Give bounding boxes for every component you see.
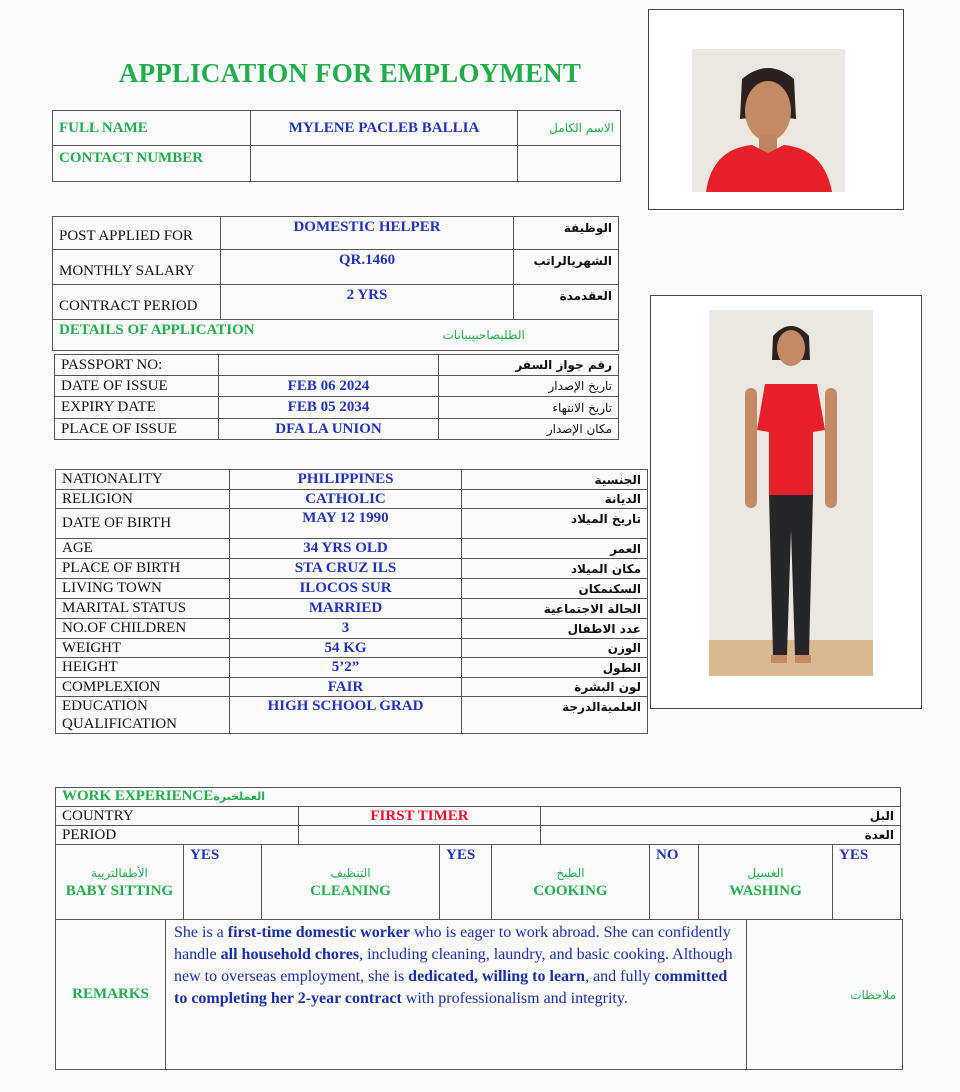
dob-arabic: تاريخ الميلاد	[462, 509, 648, 539]
salary-arabic: الشهريالراتب	[514, 250, 619, 285]
issue-date-arabic: تاريخ الإصدار	[439, 376, 619, 397]
religion-arabic: الديانة	[462, 490, 648, 509]
place-of-issue-arabic: مكان الإصدار	[439, 419, 619, 440]
children-value: 3	[230, 619, 462, 639]
weight-label: WEIGHT	[56, 639, 230, 658]
contract-value: 2 YRS	[221, 285, 514, 320]
place-of-birth-label: PLACE OF BIRTH	[56, 559, 230, 579]
height-value: 5’2”	[230, 658, 462, 678]
work-experience-table	[55, 787, 901, 845]
expiry-date-arabic: تاريخ الانتهاء	[439, 397, 619, 419]
skill-washing: الغسيل WASHING	[699, 845, 833, 920]
skill-cooking-answer: NO	[650, 845, 699, 920]
full-body-photo-image	[709, 310, 873, 676]
weight-value: 54 KG	[230, 639, 462, 658]
height-arabic: الطول	[462, 658, 648, 678]
post-table	[52, 216, 619, 320]
full-name-label: FULL NAME	[53, 111, 251, 146]
country-label: COUNTRY	[56, 807, 299, 826]
contract-label: CONTRACT PERIOD	[53, 285, 221, 320]
details-header	[52, 319, 619, 351]
details-label: DETAILS OF APPLICATION	[53, 320, 383, 351]
remarks-label: REMARKS	[56, 920, 166, 1070]
marital-status-label: MARITAL STATUS	[56, 599, 230, 619]
expiry-date-value: FEB 05 2034	[219, 397, 439, 419]
height-label: HEIGHT	[56, 658, 230, 678]
full-name-value: MYLENE PACLEB BALLIA	[251, 111, 518, 146]
nationality-arabic: الجنسية	[462, 470, 648, 490]
details-arabic: الطلبصاحبيبيانات	[383, 320, 619, 351]
nationality-label: NATIONALITY	[56, 470, 230, 490]
age-arabic: العمر	[462, 539, 648, 559]
skill-baby-sitting: الأطفالتربية BABY SITTING	[56, 845, 184, 920]
contact-number-label: CONTACT NUMBER	[53, 146, 251, 182]
remarks-arabic: ملاحظات	[747, 920, 903, 1070]
dob-value: MAY 12 1990	[230, 509, 462, 539]
portrait-photo	[692, 49, 845, 192]
period-value	[299, 826, 541, 845]
period-arabic: العدة	[541, 826, 901, 845]
remarks-table	[55, 919, 903, 1070]
skill-cooking: الطبخ COOKING	[492, 845, 650, 920]
religion-label: RELIGION	[56, 490, 230, 509]
weight-arabic: الوزن	[462, 639, 648, 658]
full-body-photo-frame	[650, 295, 922, 709]
page-title: APPLICATION FOR EMPLOYMENT	[118, 58, 582, 88]
post-label: POST APPLIED FOR	[53, 217, 221, 250]
marital-status-value: MARRIED	[230, 599, 462, 619]
complexion-arabic: لون البشرة	[462, 678, 648, 697]
dob-label: DATE OF BIRTH	[56, 509, 230, 539]
skill-cleaning-answer: YES	[440, 845, 492, 920]
nationality-value: PHILIPPINES	[230, 470, 462, 490]
contact-number-value	[251, 146, 518, 182]
skills-table	[55, 844, 901, 920]
marital-status-arabic: الحالة الاجتماعية	[462, 599, 648, 619]
salary-label: MONTHLY SALARY	[53, 250, 221, 285]
portrait-photo-image	[692, 49, 845, 192]
place-of-issue-label: PLACE OF ISSUE	[55, 419, 219, 440]
passport-no-value	[219, 355, 439, 376]
country-arabic: البل	[541, 807, 901, 826]
education-value: HIGH SCHOOL GRAD	[230, 697, 462, 734]
full-body-photo	[709, 310, 873, 676]
issue-date-value: FEB 06 2024	[219, 376, 439, 397]
place-of-birth-value: STA CRUZ ILS	[230, 559, 462, 579]
passport-no-label: PASSPORT NO:	[55, 355, 219, 376]
country-value: FIRST TIMER	[299, 807, 541, 826]
religion-value: CATHOLIC	[230, 490, 462, 509]
place-of-birth-arabic: مكان الميلاد	[462, 559, 648, 579]
complexion-value: FAIR	[230, 678, 462, 697]
issue-date-label: DATE OF ISSUE	[55, 376, 219, 397]
age-value: 34 YRS OLD	[230, 539, 462, 559]
portrait-photo-frame	[648, 9, 904, 210]
personal-table	[55, 469, 648, 734]
skill-baby-sitting-answer: YES	[184, 845, 262, 920]
living-town-label: LIVING TOWN	[56, 579, 230, 599]
children-label: NO.OF CHILDREN	[56, 619, 230, 639]
salary-value: QR.1460	[221, 250, 514, 285]
place-of-issue-value: DFA LA UNION	[219, 419, 439, 440]
children-arabic: عدد الاطفال	[462, 619, 648, 639]
work-experience-header: WORK EXPERIENCEالعملخبرة	[56, 788, 901, 807]
passport-table	[54, 354, 619, 440]
skill-cleaning: التنظيف CLEANING	[262, 845, 440, 920]
age-label: AGE	[56, 539, 230, 559]
post-arabic: الوظيفة	[514, 217, 619, 250]
remarks-text: She is a first-time domestic worker who is eager to work abroad. She can confidently handle all household chores, including cleaning, laundry, and basic cooking. Although new to overseas employment, she is dedicated, willing to learn, and fully committed to completing her 2-year contract with professionalism and integrity.	[166, 920, 747, 1070]
complexion-label: COMPLEXION	[56, 678, 230, 697]
contact-number-arabic	[518, 146, 621, 182]
period-label: PERIOD	[56, 826, 299, 845]
contract-arabic: العقدمدة	[514, 285, 619, 320]
expiry-date-label: EXPIRY DATE	[55, 397, 219, 419]
passport-no-arabic: رقم جواز السفر	[439, 355, 619, 376]
post-value: DOMESTIC HELPER	[221, 217, 514, 250]
living-town-value: ILOCOS SUR	[230, 579, 462, 599]
skill-washing-answer: YES	[833, 845, 901, 920]
living-town-arabic: السكنمكان	[462, 579, 648, 599]
identity-table	[52, 110, 621, 182]
full-name-arabic: الاسم الكامل	[518, 111, 621, 146]
education-label: EDUCATION QUALIFICATION	[56, 697, 230, 734]
education-arabic: العلميةالدرجة	[462, 697, 648, 734]
